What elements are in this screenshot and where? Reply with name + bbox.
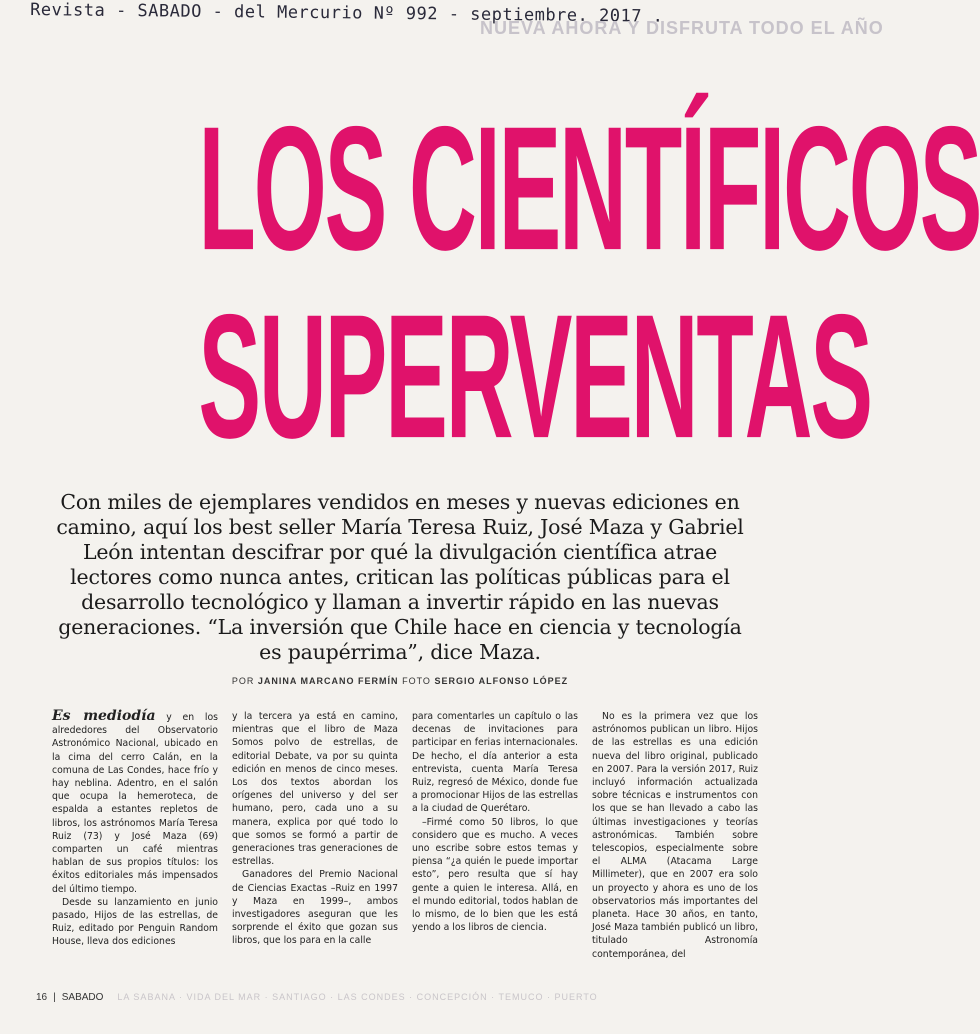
ghost-header-text: NUEVA AHORA Y DISFRUTA TODO EL AÑO xyxy=(480,18,884,38)
article-body xyxy=(52,710,758,972)
byline-por-label: POR xyxy=(231,676,255,686)
paragraph-text: y en los alrededores del Observatorio Astronómico Nacional, ubicado en la cima del cerro Calán, en la comuna de Las Condes, hace frío y hay neblina. Adentro, en el salón que ocupa la hemeroteca, de espalda a estantes repletos de libros, los astrónomos María Teresa Ruiz (73) y José Maza (69) comparten un café mientras hablan de sus propios títulos: los éxitos editoriales más impensados del último tiempo. xyxy=(52,712,218,895)
paragraph: y la tercera ya está en camino, mientras que el libro de Maza Somos polvo de estrellas, de editorial Debate, va por su quinta edición en menos de cinco meses. Los dos textos abordan los orígenes del universo y del ser humano, pero, cada uno a su manera, explica por qué todo lo que somos se formó a partir de generaciones tras generaciones de estrellas. xyxy=(232,711,398,868)
title-line-2: SUPERVENTAS xyxy=(198,277,871,475)
handwritten-note: Revista - SABADO - del Mercurio Nº 992 - septiembre. 2017 . xyxy=(30,0,664,27)
paragraph: para comentarles un capítulo o las decenas de invitaciones para participar en ferias internacionales. De hecho, el día anterior a esta entrevista, cuenta María Teresa Ruiz, regresó de México, donde fue a promocionar Hijos de las estrellas a la ciudad de Querétaro. xyxy=(412,711,578,815)
article-title xyxy=(40,89,980,476)
page-number: 16 xyxy=(36,991,48,1003)
page-footer xyxy=(36,988,776,1006)
article-lede: Con miles de ejemplares vendidos en meses y nuevas ediciones en camino, aquí los best seller María Teresa Ruiz, José Maza y Gabriel León intentan descifrar por qué la divulgación científica atrae lectores como nunca antes, critican las políticas públicas para el desarrollo tecnológico y llaman a invertir rápido en las nuevas generaciones. “La inversión que Chile hace en ciencia y tecnología es paupérrima”, dice Maza. xyxy=(56,490,744,664)
paragraph: Ganadores del Premio Nacional de Ciencias Exactas –Ruiz en 1997 y Maza en 1999–, ambos investigadores aseguran que les sorprende el éxito que gozan sus libros, que los para en la calle xyxy=(232,869,398,947)
footer-separator: | xyxy=(53,991,56,1003)
footer-section: SABADO xyxy=(61,991,104,1003)
byline xyxy=(160,676,640,686)
lead-in: Es mediodía xyxy=(52,708,156,724)
column-3 xyxy=(412,710,578,972)
column-1 xyxy=(52,710,218,972)
byline-photographer: SERGIO ALFONSO LÓPEZ xyxy=(434,676,569,686)
byline-author: JANINA MARCANO FERMÍN xyxy=(257,676,399,686)
paragraph: Desde su lanzamiento en junio pasado, Hijos de las estrellas, de Ruiz, editado por Penguin Random House, lleva dos ediciones xyxy=(52,896,218,948)
column-2 xyxy=(232,710,398,972)
title-line-1: LOS CIENTÍFICOS xyxy=(198,89,980,287)
paragraph: No es la primera vez que los astrónomos publican un libro. Hijos de las estrellas es una edición nueva del libro original, publicado en 2007. Para la versión 2017, Ruiz incluyó información actualizada sobre técnicas e instrumentos con los que se han llevado a cabo las últimas investigaciones y teorías astronómicas. También sobre telescopios, especialmente sobre el ALMA (Atacama Large Millimeter), que en 2007 era solo un proyecto y ahora es uno de los observatorios más importantes del planeta. Hace 30 años, en tanto, José Maza también publicó un libro, titulado Astronomía contemporánea, del xyxy=(592,711,758,960)
paragraph xyxy=(52,710,218,896)
paragraph: –Firmé como 50 libros, lo que considero que es mucho. A veces uno escribe sobre estos temas y piensa “¿a quién le puede importar esto”, pero resulta que sí hay gente a quien le interesa. Allá, en el mundo editorial, todos hablan de lo mismo, de lo bien que les está yendo a los libros de ciencia. xyxy=(412,816,578,934)
byline-foto-label: FOTO xyxy=(402,676,431,686)
column-4 xyxy=(592,710,758,972)
footer-strip: LA SABANA · VIDA DEL MAR · SANTIAGO · LAS CONDES · CONCEPCIÓN · TEMUCO · PUERTO xyxy=(117,992,598,1002)
